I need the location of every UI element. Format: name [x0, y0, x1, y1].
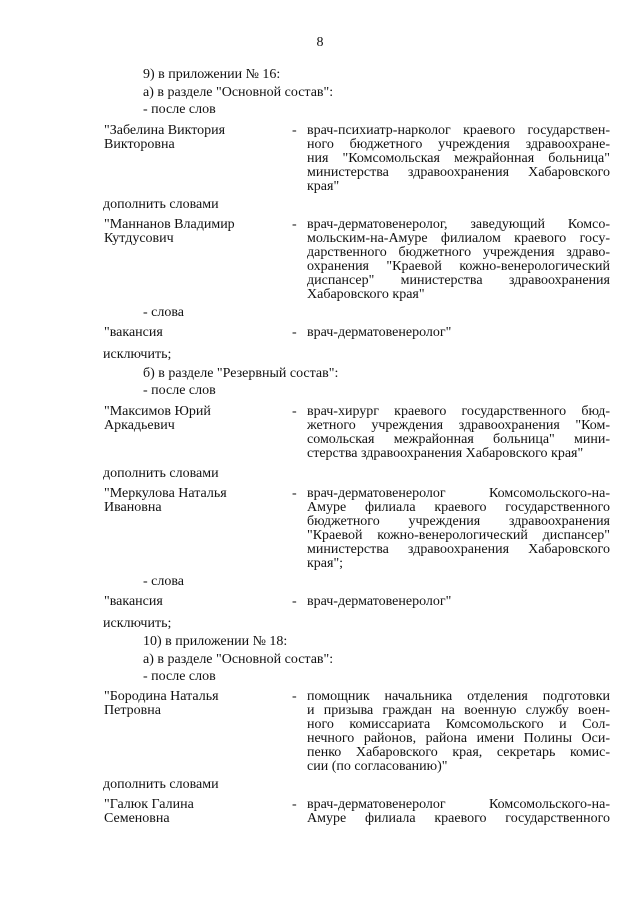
dash-separator: - [292, 797, 297, 812]
section-heading: а) в разделе "Основной состав": [143, 652, 334, 667]
member-name: "Маннанов Владимир Кутдусович [104, 217, 235, 246]
dash-separator: - [292, 689, 297, 704]
member-description: врач-дерматовенеролог Комсомольского-на- Амуре филиала краевого государственного бюджетного учреждения здравоохранения "Краевой кожно-венерологический диспансер" министерства здравоохранения Хабаровского края"; [307, 486, 610, 571]
instruction-after-words: - после слов [143, 383, 216, 398]
member-description: врач-дерматовенеролог" [307, 325, 452, 340]
instruction-after-words: - после слов [143, 669, 216, 684]
member-description: врач-дерматовенеролог, заведующий Комсо- мольским-на-Амуре филиалом краевого госу- дарственного бюджетного учреждения здраво- охранения "Краевой кожно-венерологический диспансер" министерства здравоохранения Хабаровского края" [307, 217, 610, 302]
dash-separator: - [292, 217, 297, 232]
instruction-add-words: дополнить словами [103, 777, 219, 792]
member-description: врач-психиатр-нарколог краевого государствен- ного бюджетного учреждения здравоохране- ния "Комсомольская межрайонная больница" министерства здравоохранения Хабаровского края" [307, 123, 610, 194]
dash-separator: - [292, 123, 297, 138]
member-name: "вакансия [104, 594, 163, 609]
member-description: помощник начальника отделения подготовки и призыва граждан на военную службу воен- ного комиссариата Комсомольского и Сол- нечного районов, района имени Полины Оси- пенко Хабаровского края, секретарь комис- сии (по согласованию)" [307, 689, 610, 774]
member-description: врач-дерматовенеролог Комсомольского-на- Амуре филиала краевого государственного [307, 797, 610, 826]
member-name: "Меркулова Наталья Ивановна [104, 486, 227, 515]
member-name: "Максимов Юрий Аркадьевич [104, 404, 211, 433]
dash-separator: - [292, 486, 297, 501]
instruction-words: - слова [143, 305, 185, 320]
instruction-exclude: исключить; [103, 616, 172, 631]
member-description: врач-хирург краевого государственного бюд- жетного учреждения здравоохранения "Ком- сомольская межрайонная больница" мини- стерства здравоохранения Хабаровского края" [307, 404, 610, 461]
instruction-exclude: исключить; [103, 347, 172, 362]
dash-separator: - [292, 404, 297, 419]
item-heading: 9) в приложении № 16: [143, 67, 281, 82]
member-name: "Бородина Наталья Петровна [104, 689, 219, 718]
member-name: "Галюк Галина Семеновна [104, 797, 194, 826]
section-heading: б) в разделе "Резервный состав": [143, 366, 339, 381]
member-name: "вакансия [104, 325, 163, 340]
member-name: "Забелина Виктория Викторовна [104, 123, 226, 152]
instruction-words: - слова [143, 574, 185, 589]
item-heading: 10) в приложении № 18: [143, 634, 288, 649]
section-heading: а) в разделе "Основной состав": [143, 85, 334, 100]
instruction-add-words: дополнить словами [103, 466, 219, 481]
instruction-add-words: дополнить словами [103, 197, 219, 212]
instruction-after-words: - после слов [143, 102, 216, 117]
dash-separator: - [292, 594, 297, 609]
member-description: врач-дерматовенеролог" [307, 594, 452, 609]
page-number: 8 [316, 35, 324, 50]
dash-separator: - [292, 325, 297, 340]
